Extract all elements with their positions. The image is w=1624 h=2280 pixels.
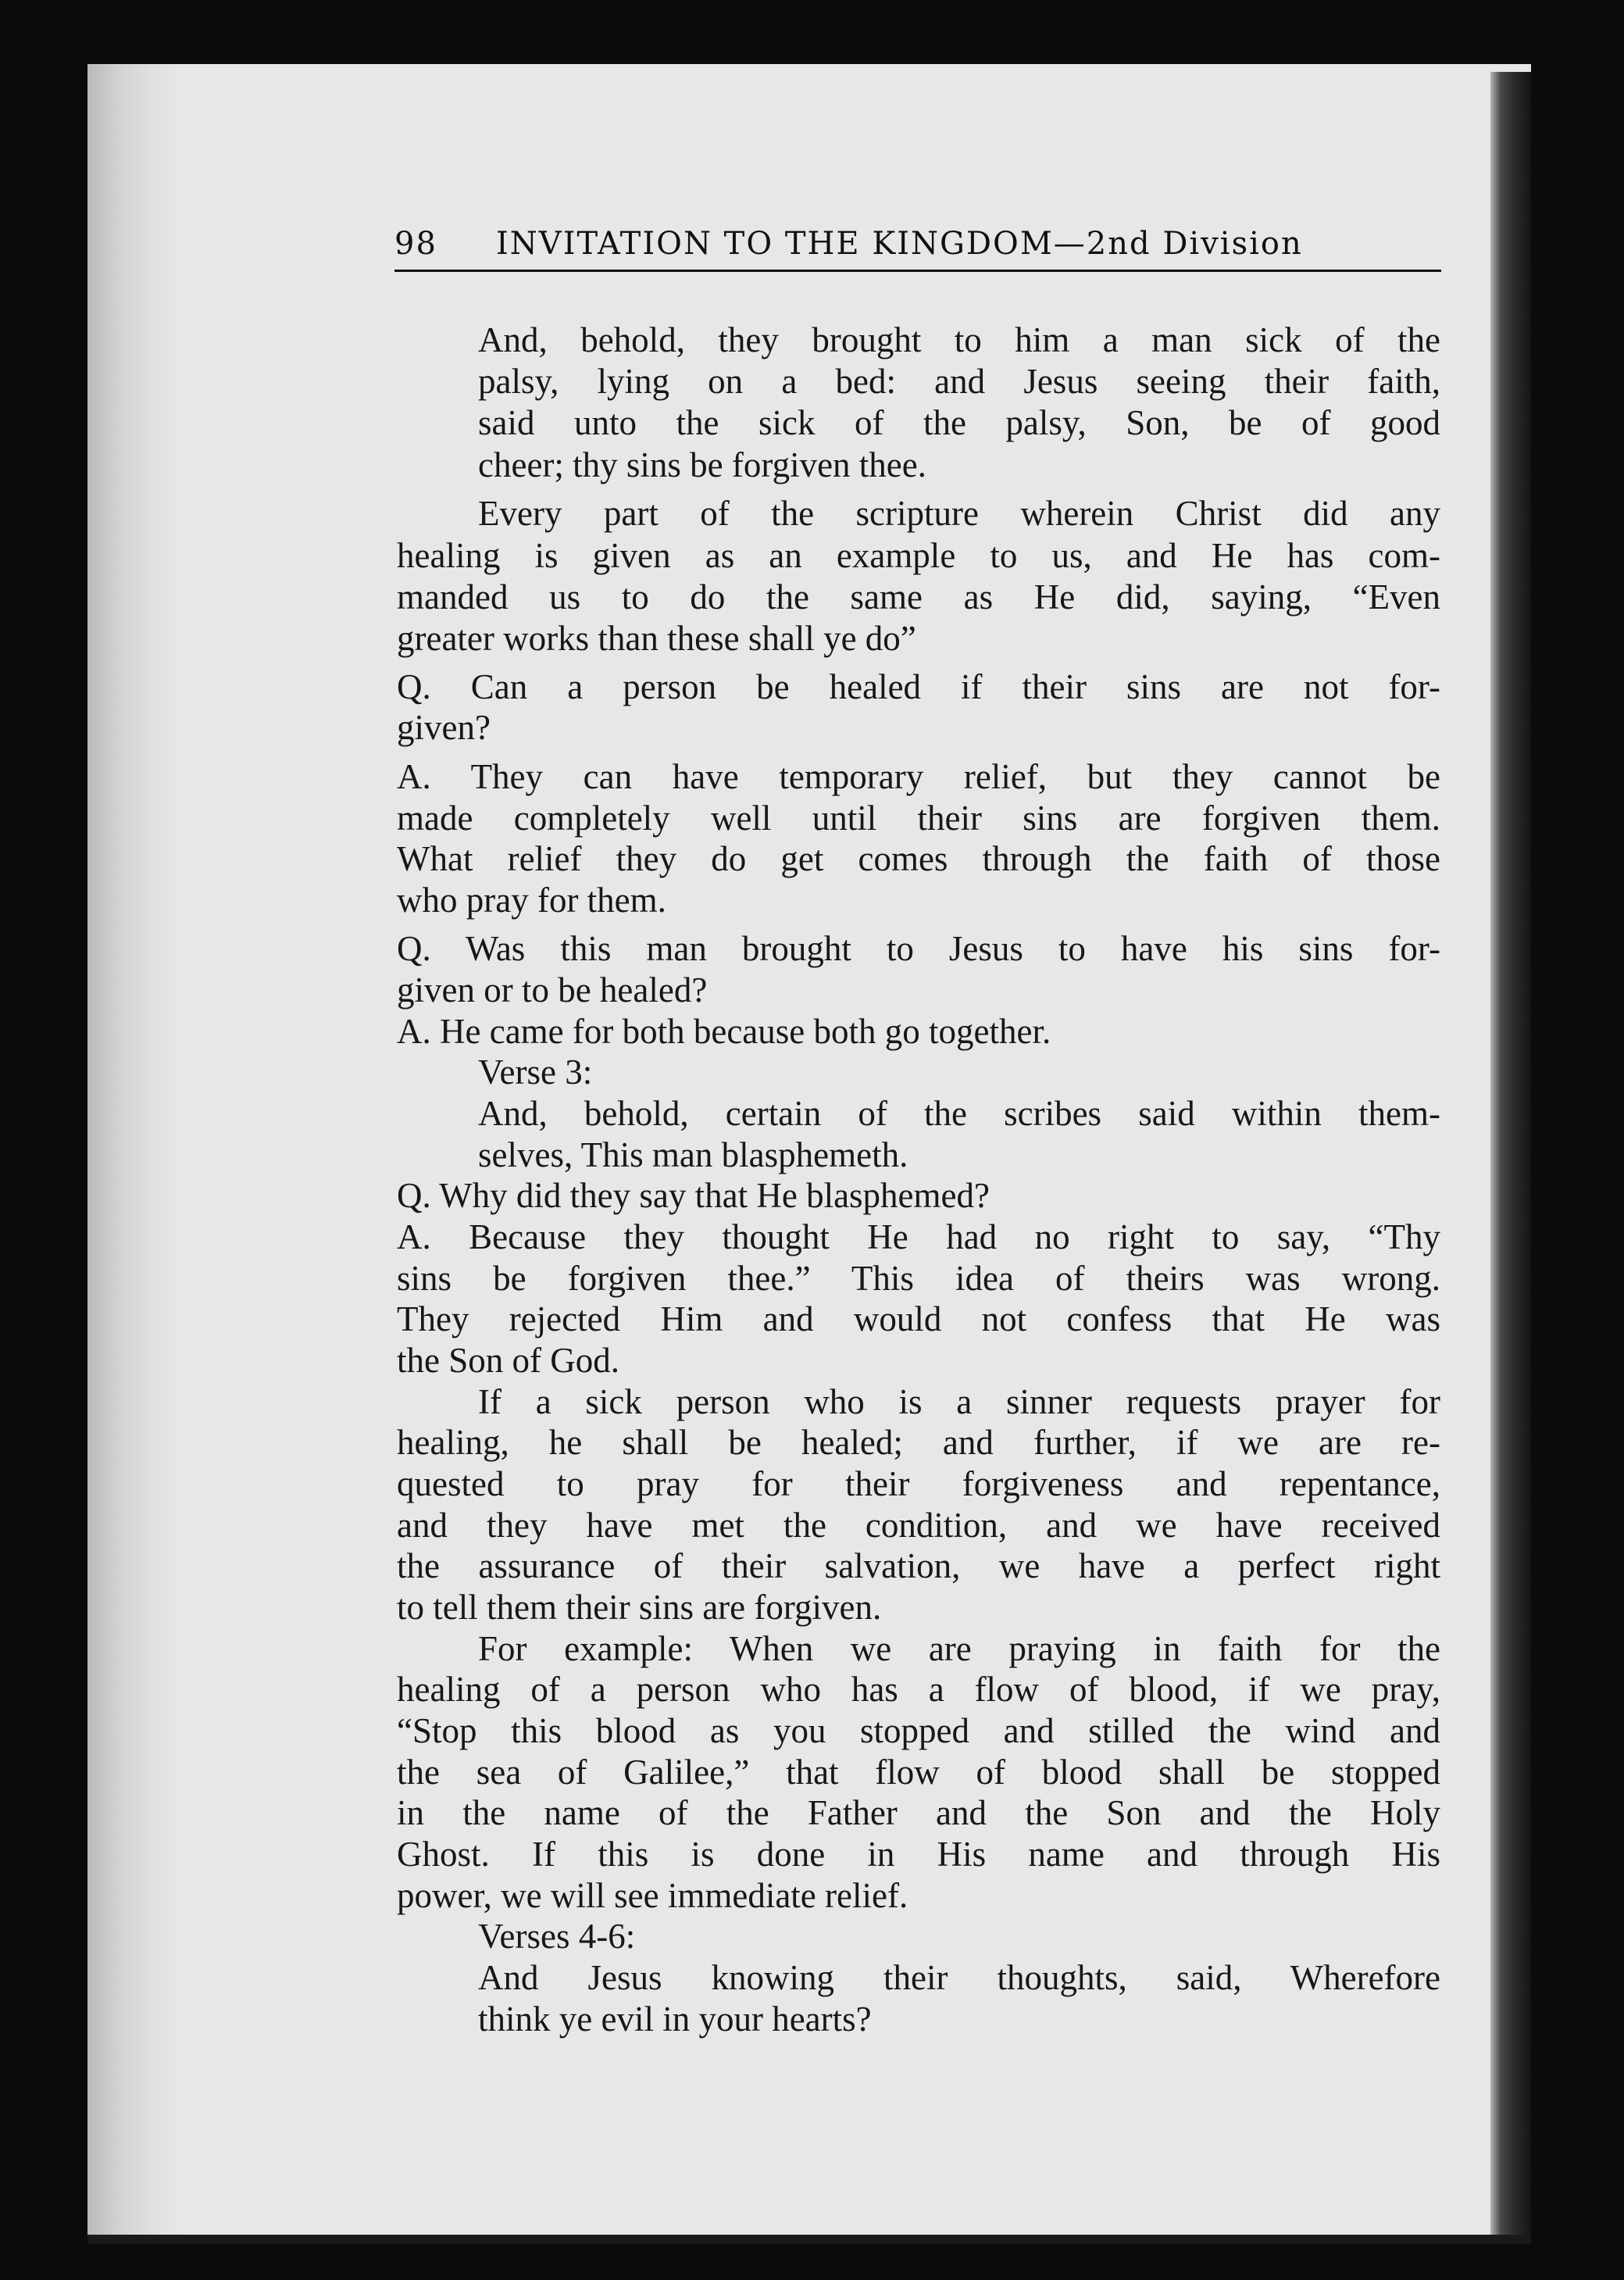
text-line: healing is given as an example to us, and He has com- xyxy=(397,536,1440,575)
text-line: in the name of the Father and the Son and the Holy xyxy=(397,1793,1440,1832)
page-number: 98 xyxy=(394,226,437,262)
verse-heading: Verse 3: xyxy=(478,1052,593,1092)
question-line: given? xyxy=(397,708,491,747)
text-line: the assurance of their salvation, we have a perfect right xyxy=(397,1546,1440,1585)
answer-line: sins be forgiven thee.” This idea of theirs was wrong. xyxy=(397,1259,1440,1298)
text-line: cheer; thy sins be forgiven thee. xyxy=(478,445,926,484)
text-line: Ghost. If this is done in His name and through His xyxy=(397,1835,1440,1874)
answer-line: made completely well until their sins are forgiven them. xyxy=(397,799,1440,838)
text-line: healing, he shall be healed; and further, if we are re- xyxy=(397,1423,1440,1462)
answer-line: the Son of God. xyxy=(397,1341,619,1380)
answer-line: What relief they do get comes through the faith of those xyxy=(397,839,1440,878)
answer-line: A. Because they thought He had no right to say, “Thy xyxy=(397,1217,1440,1256)
text-line: manded us to do the same as He did, saying, “Even xyxy=(397,577,1440,616)
answer-line: They rejected Him and would not confess that He was xyxy=(397,1299,1440,1338)
question-line: Q. Was this man brought to Jesus to have his sins for- xyxy=(397,929,1440,968)
question-line: Q. Can a person be healed if their sins are not for- xyxy=(397,667,1440,706)
text-line: selves, This man blasphemeth. xyxy=(478,1135,908,1174)
text-line: and they have met the condition, and we have received xyxy=(397,1506,1440,1545)
verse-heading: Verses 4-6: xyxy=(478,1917,636,1956)
text-line: And, behold, they brought to him a man sick of the xyxy=(478,320,1440,359)
page-gutter xyxy=(87,64,181,2242)
text-line: to tell them their sins are forgiven. xyxy=(397,1588,882,1627)
running-title: INVITATION TO THE KINGDOM—2nd Division xyxy=(496,226,1303,262)
page-bottom-shadow xyxy=(87,2235,1531,2244)
text-line: Every part of the scripture wherein Christ did any xyxy=(478,494,1440,533)
page-edge-shadow xyxy=(1490,72,1531,2236)
text-line: palsy, lying on a bed: and Jesus seeing their faith, xyxy=(478,362,1440,401)
text-line: If a sick person who is a sinner requests prayer for xyxy=(478,1382,1440,1421)
text-line: power, we will see immediate relief. xyxy=(397,1876,908,1915)
question-line: given or to be healed? xyxy=(397,970,708,1010)
running-header xyxy=(394,223,1441,272)
answer-line: who pray for them. xyxy=(397,881,666,920)
text-line: healing of a person who has a flow of blood, if we pray, xyxy=(397,1670,1440,1709)
text-line: And Jesus knowing their thoughts, said, Wherefore xyxy=(478,1958,1440,1997)
text-line: quested to pray for their forgiveness and repentance, xyxy=(397,1464,1440,1503)
text-line: said unto the sick of the palsy, Son, be of good xyxy=(478,403,1440,442)
question-line: Q. Why did they say that He blasphemed? xyxy=(397,1176,990,1215)
text-line: greater works than these shall ye do” xyxy=(397,619,916,658)
text-line: “Stop this blood as you stopped and stilled the wind and xyxy=(397,1711,1440,1750)
text-line: For example: When we are praying in faith for the xyxy=(478,1629,1440,1668)
text-line: the sea of Galilee,” that flow of blood shall be stopped xyxy=(397,1753,1440,1792)
text-line: think ye evil in your hearts? xyxy=(478,1999,872,2039)
text-line: And, behold, certain of the scribes said within them- xyxy=(478,1094,1440,1133)
answer-line: A. They can have temporary relief, but they cannot be xyxy=(397,757,1440,796)
answer-line: A. He came for both because both go together. xyxy=(397,1012,1051,1051)
